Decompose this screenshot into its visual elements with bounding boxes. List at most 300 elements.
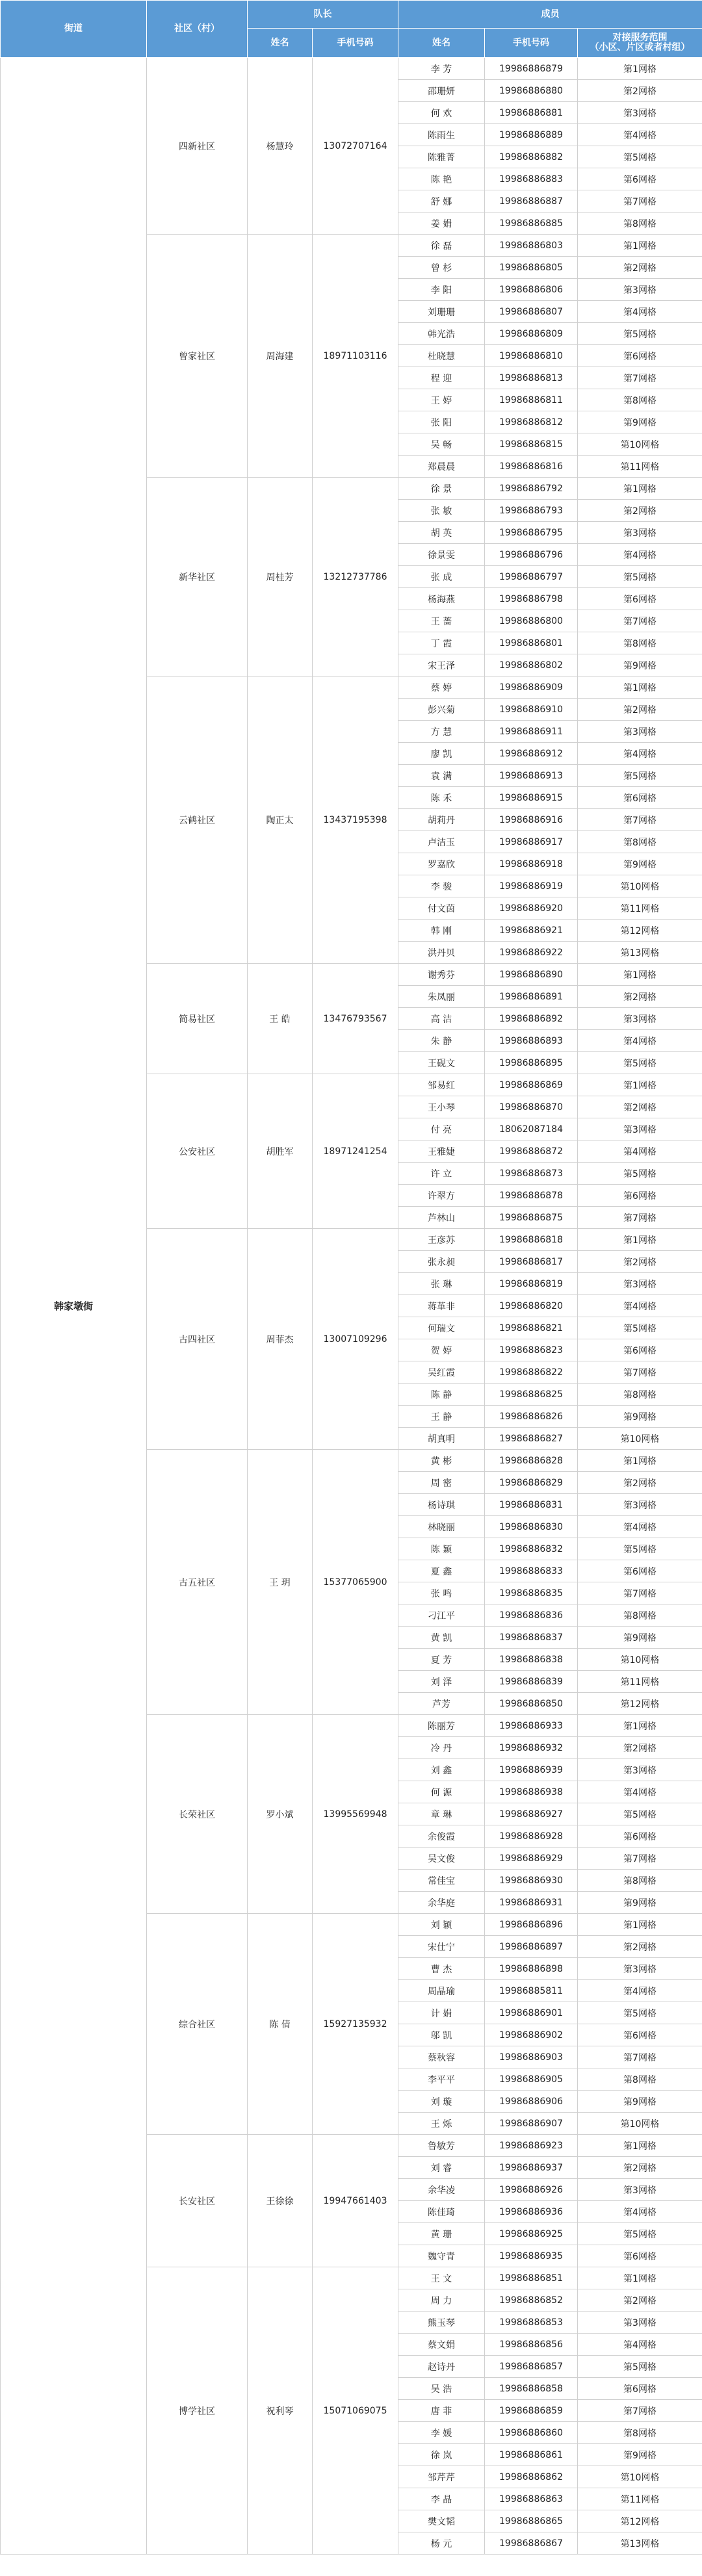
member-name-cell: 余俊霞 xyxy=(398,1825,485,1848)
table-header xyxy=(1,1,702,58)
member-phone-cell: 19986886862 xyxy=(485,2466,578,2488)
service-scope-cell: 第7网格 xyxy=(578,610,702,632)
leader-phone-cell: 13476793567 xyxy=(313,964,398,1074)
member-phone-cell: 19986886910 xyxy=(485,699,578,721)
member-phone-cell: 19986886885 xyxy=(485,213,578,235)
service-scope-cell: 第7网格 xyxy=(578,2046,702,2068)
member-name-cell: 廖 凯 xyxy=(398,743,485,765)
member-name-cell: 付 亮 xyxy=(398,1118,485,1140)
member-phone-cell: 19986886936 xyxy=(485,2201,578,2223)
service-scope-cell: 第4网格 xyxy=(578,1030,702,1052)
member-name-cell: 方 慧 xyxy=(398,721,485,743)
member-name-cell: 卢洁玉 xyxy=(398,831,485,853)
member-phone-cell: 19986886806 xyxy=(485,279,578,301)
member-phone-cell: 19986886905 xyxy=(485,2068,578,2091)
leader-phone-cell: 15377065900 xyxy=(313,1450,398,1715)
leader-phone-cell: 18971103116 xyxy=(313,235,398,478)
header-leader-phone: 手机号码 xyxy=(313,29,398,58)
leader-phone-cell: 15927135932 xyxy=(313,1914,398,2135)
member-name-cell: 王小琴 xyxy=(398,1096,485,1118)
member-name-cell: 贺 婷 xyxy=(398,1339,485,1361)
member-name-cell: 宋仕宁 xyxy=(398,1936,485,1958)
service-scope-cell: 第6网格 xyxy=(578,1339,702,1361)
service-scope-cell: 第2网格 xyxy=(578,699,702,721)
member-phone-cell: 19986886816 xyxy=(485,456,578,478)
service-scope-cell: 第1网格 xyxy=(578,58,702,80)
service-scope-cell: 第6网格 xyxy=(578,787,702,809)
member-name-cell: 张永昶 xyxy=(398,1251,485,1273)
member-phone-cell: 19986886826 xyxy=(485,1406,578,1428)
member-name-cell: 胡莉丹 xyxy=(398,809,485,831)
member-phone-cell: 19986886935 xyxy=(485,2245,578,2267)
service-scope-cell: 第6网格 xyxy=(578,1560,702,1582)
service-scope-cell: 第6网格 xyxy=(578,588,702,610)
member-name-cell: 蒋革非 xyxy=(398,1295,485,1317)
table-row xyxy=(1,58,702,80)
member-phone-cell: 19986886863 xyxy=(485,2488,578,2510)
member-phone-cell: 19986886817 xyxy=(485,1251,578,1273)
member-name-cell: 芦林山 xyxy=(398,1207,485,1229)
service-scope-cell: 第10网格 xyxy=(578,1428,702,1450)
member-phone-cell: 19986886872 xyxy=(485,1140,578,1163)
member-phone-cell: 19986886933 xyxy=(485,1715,578,1737)
header-scope-line2: （小区、片区或者村组） xyxy=(590,42,690,53)
member-phone-cell: 19986886836 xyxy=(485,1604,578,1627)
member-name-cell: 曹 杰 xyxy=(398,1958,485,1980)
member-phone-cell: 19986886858 xyxy=(485,2378,578,2400)
member-name-cell: 程 迎 xyxy=(398,367,485,389)
service-scope-cell: 第3网格 xyxy=(578,279,702,301)
member-phone-cell: 19986886902 xyxy=(485,2024,578,2046)
service-scope-cell: 第1网格 xyxy=(578,235,702,257)
member-phone-cell: 18062087184 xyxy=(485,1118,578,1140)
service-scope-cell: 第9网格 xyxy=(578,411,702,433)
service-scope-cell: 第8网格 xyxy=(578,1604,702,1627)
service-scope-cell: 第7网格 xyxy=(578,367,702,389)
member-phone-cell: 19986886839 xyxy=(485,1671,578,1693)
service-scope-cell: 第10网格 xyxy=(578,433,702,456)
service-scope-cell: 第7网格 xyxy=(578,2400,702,2422)
member-phone-cell: 19986886798 xyxy=(485,588,578,610)
service-scope-cell: 第5网格 xyxy=(578,566,702,588)
service-scope-cell: 第3网格 xyxy=(578,1008,702,1030)
service-scope-cell: 第10网格 xyxy=(578,2113,702,2135)
member-name-cell: 吴 畅 xyxy=(398,433,485,456)
member-name-cell: 刁江平 xyxy=(398,1604,485,1627)
member-name-cell: 张 琳 xyxy=(398,1273,485,1295)
service-scope-cell: 第1网格 xyxy=(578,1715,702,1737)
community-name-cell: 简易社区 xyxy=(147,964,248,1074)
service-scope-cell: 第2网格 xyxy=(578,2289,702,2312)
member-name-cell: 计 娟 xyxy=(398,2002,485,2024)
service-scope-cell: 第7网格 xyxy=(578,1582,702,1604)
member-phone-cell: 19986886909 xyxy=(485,676,578,699)
member-name-cell: 杨诗琪 xyxy=(398,1494,485,1516)
service-scope-cell: 第5网格 xyxy=(578,146,702,168)
service-scope-cell: 第11网格 xyxy=(578,1671,702,1693)
service-scope-cell: 第2网格 xyxy=(578,80,702,102)
member-name-cell: 朱凤丽 xyxy=(398,986,485,1008)
member-name-cell: 刘珊珊 xyxy=(398,301,485,323)
member-name-cell: 姜 娟 xyxy=(398,213,485,235)
member-phone-cell: 19986886887 xyxy=(485,190,578,213)
service-scope-cell: 第12网格 xyxy=(578,2510,702,2532)
member-name-cell: 蔡文娟 xyxy=(398,2334,485,2356)
member-phone-cell: 19986886895 xyxy=(485,1052,578,1074)
member-phone-cell: 19986886937 xyxy=(485,2157,578,2179)
service-scope-cell: 第2网格 xyxy=(578,500,702,522)
member-phone-cell: 19986886828 xyxy=(485,1450,578,1472)
member-phone-cell: 19986886860 xyxy=(485,2422,578,2444)
member-phone-cell: 19986886907 xyxy=(485,2113,578,2135)
member-phone-cell: 19986886919 xyxy=(485,875,578,897)
member-name-cell: 陈 静 xyxy=(398,1384,485,1406)
member-name-cell: 韩光浩 xyxy=(398,323,485,345)
service-scope-cell: 第5网格 xyxy=(578,2356,702,2378)
member-phone-cell: 19986886879 xyxy=(485,58,578,80)
member-name-cell: 唐 菲 xyxy=(398,2400,485,2422)
member-phone-cell: 19986886822 xyxy=(485,1361,578,1384)
service-scope-cell: 第2网格 xyxy=(578,1936,702,1958)
member-name-cell: 李 阳 xyxy=(398,279,485,301)
leader-phone-cell: 13212737786 xyxy=(313,478,398,676)
service-scope-cell: 第13网格 xyxy=(578,2532,702,2555)
member-name-cell: 邹易红 xyxy=(398,1074,485,1096)
leader-phone-cell: 13995569948 xyxy=(313,1715,398,1914)
member-name-cell: 高 洁 xyxy=(398,1008,485,1030)
service-scope-cell: 第8网格 xyxy=(578,632,702,654)
member-phone-cell: 19986886797 xyxy=(485,566,578,588)
service-scope-cell: 第5网格 xyxy=(578,1538,702,1560)
service-scope-cell: 第1网格 xyxy=(578,2135,702,2157)
member-name-cell: 吴 浩 xyxy=(398,2378,485,2400)
member-phone-cell: 19986886922 xyxy=(485,942,578,964)
member-phone-cell: 19986886865 xyxy=(485,2510,578,2532)
service-scope-cell: 第3网格 xyxy=(578,1494,702,1516)
member-phone-cell: 19986886831 xyxy=(485,1494,578,1516)
service-scope-cell: 第6网格 xyxy=(578,345,702,367)
member-phone-cell: 19986886918 xyxy=(485,853,578,875)
member-phone-cell: 19986886801 xyxy=(485,632,578,654)
service-scope-cell: 第3网格 xyxy=(578,1958,702,1980)
member-phone-cell: 19986886793 xyxy=(485,500,578,522)
service-scope-cell: 第2网格 xyxy=(578,1737,702,1759)
service-scope-cell: 第6网格 xyxy=(578,2245,702,2267)
member-phone-cell: 19986886830 xyxy=(485,1516,578,1538)
member-phone-cell: 19986886796 xyxy=(485,544,578,566)
member-name-cell: 蔡 婷 xyxy=(398,676,485,699)
member-name-cell: 杜晓慧 xyxy=(398,345,485,367)
member-name-cell: 李 骏 xyxy=(398,875,485,897)
member-name-cell: 王 烁 xyxy=(398,2113,485,2135)
member-name-cell: 许 立 xyxy=(398,1163,485,1185)
member-name-cell: 熊玉琴 xyxy=(398,2312,485,2334)
service-scope-cell: 第5网格 xyxy=(578,1317,702,1339)
header-community: 社区（村） xyxy=(147,1,248,58)
header-member-name: 姓名 xyxy=(398,29,485,58)
member-phone-cell: 19986886930 xyxy=(485,1870,578,1892)
member-phone-cell: 19986886882 xyxy=(485,146,578,168)
member-phone-cell: 19986886923 xyxy=(485,2135,578,2157)
member-phone-cell: 19986886931 xyxy=(485,1892,578,1914)
community-name-cell: 博学社区 xyxy=(147,2267,248,2555)
member-phone-cell: 19986886925 xyxy=(485,2223,578,2245)
member-name-cell: 许翠方 xyxy=(398,1185,485,1207)
member-phone-cell: 19986886927 xyxy=(485,1803,578,1825)
member-phone-cell: 19986886896 xyxy=(485,1914,578,1936)
service-scope-cell: 第3网格 xyxy=(578,102,702,124)
member-name-cell: 刘 颖 xyxy=(398,1914,485,1936)
leader-name-cell: 祝利琴 xyxy=(248,2267,313,2555)
member-phone-cell: 19986886813 xyxy=(485,367,578,389)
member-phone-cell: 19986886851 xyxy=(485,2267,578,2289)
service-scope-cell: 第5网格 xyxy=(578,2002,702,2024)
leader-name-cell: 周海建 xyxy=(248,235,313,478)
leader-name-cell: 王徐徐 xyxy=(248,2135,313,2267)
member-name-cell: 黄 凯 xyxy=(398,1627,485,1649)
member-name-cell: 徐景雯 xyxy=(398,544,485,566)
member-name-cell: 李 晶 xyxy=(398,2488,485,2510)
member-phone-cell: 19986886881 xyxy=(485,102,578,124)
member-phone-cell: 19986886835 xyxy=(485,1582,578,1604)
leader-name-cell: 胡胜军 xyxy=(248,1074,313,1229)
member-name-cell: 罗嘉欣 xyxy=(398,853,485,875)
member-phone-cell: 19986886920 xyxy=(485,897,578,920)
leader-phone-cell: 18971241254 xyxy=(313,1074,398,1229)
member-phone-cell: 19986886928 xyxy=(485,1825,578,1848)
member-phone-cell: 19986886850 xyxy=(485,1693,578,1715)
member-phone-cell: 19986886867 xyxy=(485,2532,578,2555)
member-phone-cell: 19986886852 xyxy=(485,2289,578,2312)
service-scope-cell: 第5网格 xyxy=(578,2223,702,2245)
member-name-cell: 彭兴菊 xyxy=(398,699,485,721)
member-phone-cell: 19986885811 xyxy=(485,1980,578,2002)
service-scope-cell: 第2网格 xyxy=(578,2157,702,2179)
member-phone-cell: 19986886857 xyxy=(485,2356,578,2378)
member-phone-cell: 19986886807 xyxy=(485,301,578,323)
member-name-cell: 郑晨晨 xyxy=(398,456,485,478)
leader-name-cell: 周菲杰 xyxy=(248,1229,313,1450)
service-scope-cell: 第2网格 xyxy=(578,1472,702,1494)
header-member-phone: 手机号码 xyxy=(485,29,578,58)
member-name-cell: 徐 景 xyxy=(398,478,485,500)
service-scope-cell: 第9网格 xyxy=(578,1892,702,1914)
service-scope-cell: 第8网格 xyxy=(578,1384,702,1406)
member-phone-cell: 19986886917 xyxy=(485,831,578,853)
service-scope-cell: 第3网格 xyxy=(578,1118,702,1140)
member-name-cell: 徐 岚 xyxy=(398,2444,485,2466)
service-scope-cell: 第11网格 xyxy=(578,897,702,920)
member-phone-cell: 19986886932 xyxy=(485,1737,578,1759)
leader-name-cell: 周桂芳 xyxy=(248,478,313,676)
service-scope-cell: 第3网格 xyxy=(578,721,702,743)
service-scope-cell: 第3网格 xyxy=(578,2179,702,2201)
community-name-cell: 长荣社区 xyxy=(147,1715,248,1914)
member-name-cell: 刘 鑫 xyxy=(398,1759,485,1781)
service-scope-cell: 第8网格 xyxy=(578,831,702,853)
community-name-cell: 云鹤社区 xyxy=(147,676,248,964)
member-phone-cell: 19986886897 xyxy=(485,1936,578,1958)
service-scope-cell: 第7网格 xyxy=(578,1361,702,1384)
leader-name-cell: 王 玥 xyxy=(248,1450,313,1715)
member-name-cell: 李平平 xyxy=(398,2068,485,2091)
member-phone-cell: 19986886938 xyxy=(485,1781,578,1803)
leader-name-cell: 陈 倩 xyxy=(248,1914,313,2135)
header-scope-line1: 对接服务范围 xyxy=(612,32,668,43)
member-phone-cell: 19986886838 xyxy=(485,1649,578,1671)
service-scope-cell: 第7网格 xyxy=(578,190,702,213)
member-name-cell: 何瑞文 xyxy=(398,1317,485,1339)
member-name-cell: 余华庭 xyxy=(398,1892,485,1914)
member-name-cell: 周 密 xyxy=(398,1472,485,1494)
member-phone-cell: 19986886802 xyxy=(485,654,578,676)
service-scope-cell: 第7网格 xyxy=(578,1848,702,1870)
member-phone-cell: 19986886939 xyxy=(485,1759,578,1781)
member-name-cell: 张 阳 xyxy=(398,411,485,433)
service-scope-cell: 第11网格 xyxy=(578,456,702,478)
service-scope-cell: 第13网格 xyxy=(578,942,702,964)
member-phone-cell: 19986886853 xyxy=(485,2312,578,2334)
table-body xyxy=(1,58,702,2555)
member-name-cell: 常佳宝 xyxy=(398,1870,485,1892)
service-scope-cell: 第1网格 xyxy=(578,1229,702,1251)
service-scope-cell: 第10网格 xyxy=(578,2466,702,2488)
service-scope-cell: 第1网格 xyxy=(578,1074,702,1096)
member-name-cell: 王砚文 xyxy=(398,1052,485,1074)
member-phone-cell: 19986886890 xyxy=(485,964,578,986)
member-name-cell: 陈佳琦 xyxy=(398,2201,485,2223)
member-name-cell: 魏守青 xyxy=(398,2245,485,2267)
member-name-cell: 夏 芳 xyxy=(398,1649,485,1671)
member-phone-cell: 19986886811 xyxy=(485,389,578,411)
member-name-cell: 黄 珊 xyxy=(398,2223,485,2245)
member-phone-cell: 19986886913 xyxy=(485,765,578,787)
service-scope-cell: 第5网格 xyxy=(578,1803,702,1825)
member-name-cell: 李 媛 xyxy=(398,2422,485,2444)
member-name-cell: 张 敏 xyxy=(398,500,485,522)
header-street: 街道 xyxy=(1,1,147,58)
member-name-cell: 张 成 xyxy=(398,566,485,588)
member-phone-cell: 19986886809 xyxy=(485,323,578,345)
community-name-cell: 公安社区 xyxy=(147,1074,248,1229)
member-phone-cell: 19986886911 xyxy=(485,721,578,743)
member-phone-cell: 19986886829 xyxy=(485,1472,578,1494)
service-scope-cell: 第5网格 xyxy=(578,323,702,345)
member-name-cell: 邹芹芹 xyxy=(398,2466,485,2488)
member-phone-cell: 19986886815 xyxy=(485,433,578,456)
service-scope-cell: 第11网格 xyxy=(578,2488,702,2510)
member-phone-cell: 19986886859 xyxy=(485,2400,578,2422)
member-name-cell: 陈 颖 xyxy=(398,1538,485,1560)
member-name-cell: 樊文韬 xyxy=(398,2510,485,2532)
service-scope-cell: 第1网格 xyxy=(578,1450,702,1472)
leader-name-cell: 罗小斌 xyxy=(248,1715,313,1914)
service-scope-cell: 第8网格 xyxy=(578,213,702,235)
member-phone-cell: 19986886856 xyxy=(485,2334,578,2356)
community-name-cell: 古五社区 xyxy=(147,1450,248,1715)
service-scope-cell: 第12网格 xyxy=(578,920,702,942)
member-phone-cell: 19986886929 xyxy=(485,1848,578,1870)
member-name-cell: 王 婷 xyxy=(398,389,485,411)
service-scope-cell: 第12网格 xyxy=(578,1693,702,1715)
member-phone-cell: 19986886820 xyxy=(485,1295,578,1317)
member-phone-cell: 19986886915 xyxy=(485,787,578,809)
member-name-cell: 韩 刚 xyxy=(398,920,485,942)
leader-name-cell: 王 皓 xyxy=(248,964,313,1074)
member-name-cell: 王雅婕 xyxy=(398,1140,485,1163)
member-phone-cell: 19986886875 xyxy=(485,1207,578,1229)
member-phone-cell: 19986886893 xyxy=(485,1030,578,1052)
service-scope-cell: 第5网格 xyxy=(578,1163,702,1185)
member-name-cell: 徐 磊 xyxy=(398,235,485,257)
street-name-cell: 韩家墩街 xyxy=(1,58,147,2555)
member-name-cell: 芦芳 xyxy=(398,1693,485,1715)
leader-name-cell: 杨慧玲 xyxy=(248,58,313,235)
leader-phone-cell: 19947661403 xyxy=(313,2135,398,2267)
member-phone-cell: 19986886833 xyxy=(485,1560,578,1582)
service-scope-cell: 第6网格 xyxy=(578,168,702,190)
member-name-cell: 邵珊妍 xyxy=(398,80,485,102)
service-scope-cell: 第7网格 xyxy=(578,1207,702,1229)
member-name-cell: 周晶瑜 xyxy=(398,1980,485,2002)
header-leader-name: 姓名 xyxy=(248,29,313,58)
member-phone-cell: 19986886873 xyxy=(485,1163,578,1185)
member-name-cell: 胡真明 xyxy=(398,1428,485,1450)
service-scope-cell: 第6网格 xyxy=(578,2024,702,2046)
leader-phone-cell: 15071069075 xyxy=(313,2267,398,2555)
member-name-cell: 李 芳 xyxy=(398,58,485,80)
member-name-cell: 刘 璇 xyxy=(398,2091,485,2113)
member-phone-cell: 19986886891 xyxy=(485,986,578,1008)
member-name-cell: 陈雨生 xyxy=(398,124,485,146)
member-name-cell: 陈丽芳 xyxy=(398,1715,485,1737)
member-phone-cell: 19986886792 xyxy=(485,478,578,500)
service-scope-cell: 第3网格 xyxy=(578,1273,702,1295)
member-name-cell: 谢秀芬 xyxy=(398,964,485,986)
member-phone-cell: 19986886803 xyxy=(485,235,578,257)
service-scope-cell: 第3网格 xyxy=(578,2312,702,2334)
member-name-cell: 何 源 xyxy=(398,1781,485,1803)
member-phone-cell: 19986886880 xyxy=(485,80,578,102)
member-phone-cell: 19986886926 xyxy=(485,2179,578,2201)
leader-phone-cell: 13072707164 xyxy=(313,58,398,235)
member-phone-cell: 19986886818 xyxy=(485,1229,578,1251)
service-scope-cell: 第9网格 xyxy=(578,1627,702,1649)
member-phone-cell: 19986886821 xyxy=(485,1317,578,1339)
member-phone-cell: 19986886795 xyxy=(485,522,578,544)
service-scope-cell: 第4网格 xyxy=(578,1781,702,1803)
member-name-cell: 夏 鑫 xyxy=(398,1560,485,1582)
member-name-cell: 曾 杉 xyxy=(398,257,485,279)
service-scope-cell: 第5网格 xyxy=(578,1052,702,1074)
service-scope-cell: 第5网格 xyxy=(578,765,702,787)
member-name-cell: 刘 泽 xyxy=(398,1671,485,1693)
service-scope-cell: 第4网格 xyxy=(578,124,702,146)
service-scope-cell: 第1网格 xyxy=(578,2267,702,2289)
member-phone-cell: 19986886906 xyxy=(485,2091,578,2113)
service-scope-cell: 第4网格 xyxy=(578,301,702,323)
member-name-cell: 张 鸣 xyxy=(398,1582,485,1604)
member-name-cell: 何 欢 xyxy=(398,102,485,124)
member-phone-cell: 19986886825 xyxy=(485,1384,578,1406)
service-scope-cell: 第7网格 xyxy=(578,809,702,831)
member-name-cell: 章 琳 xyxy=(398,1803,485,1825)
member-name-cell: 胡 英 xyxy=(398,522,485,544)
member-phone-cell: 19986886837 xyxy=(485,1627,578,1649)
community-name-cell: 新华社区 xyxy=(147,478,248,676)
member-phone-cell: 19986886823 xyxy=(485,1339,578,1361)
community-name-cell: 古四社区 xyxy=(147,1229,248,1450)
